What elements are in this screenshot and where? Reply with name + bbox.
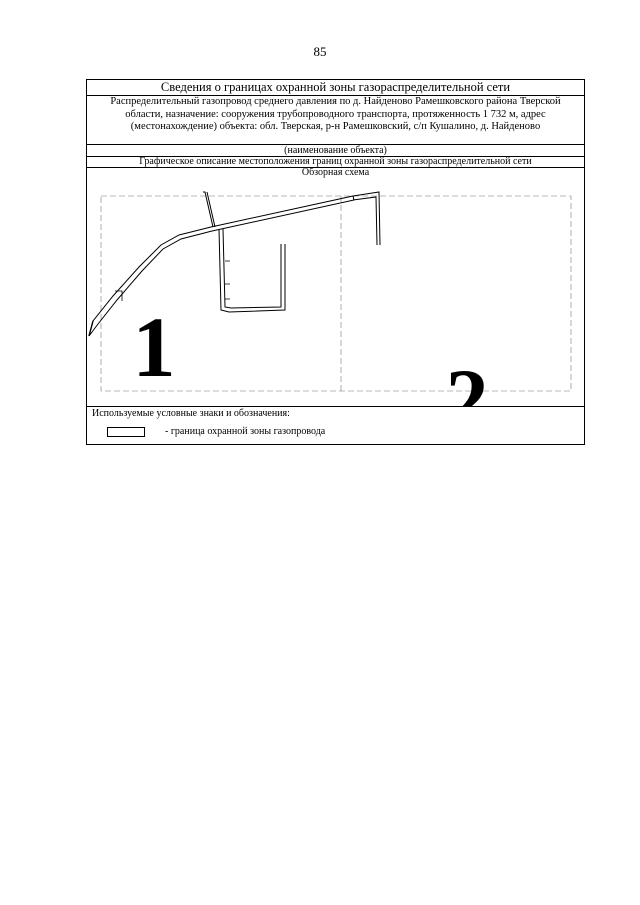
zone-boundary-swatch-icon	[107, 427, 145, 437]
overview-map	[87, 180, 584, 406]
overview-scheme-title: Обзорная схема	[301, 167, 370, 178]
sheet-number-1: 1	[132, 299, 176, 395]
sheet-number-2: 2	[445, 351, 489, 406]
page-number: 85	[313, 44, 327, 59]
overview-map-drawing	[87, 180, 584, 406]
object-description-line-1: Распределительный газопровод среднего давления по д. Найденово Рамешковского района Тверской	[110, 96, 561, 107]
zone-boundary-spur-top	[203, 192, 215, 227]
object-caption: (наименование объекта)	[87, 144, 584, 157]
zone-boundary-ticks	[225, 261, 230, 299]
zone-boundary-right-hook	[353, 192, 380, 245]
zone-info-form	[86, 79, 585, 445]
object-description-line-2: области, назначение: сооружения трубопроводного транспорта, протяженность 1 732 м, адрес	[125, 108, 546, 120]
object-description	[87, 96, 584, 134]
zone-boundary-main	[89, 196, 354, 336]
zone-boundary-branch	[219, 229, 285, 312]
object-description-line-3: (местонахождение) объекта: обл. Тверская, р-н Рамешковский, с/п Кушалино, д. Найденово	[130, 121, 541, 132]
legend-item-label: - граница охранной зоны газопровода	[165, 426, 326, 437]
form-title: Сведения о границах охранной зоны газораспределительной сети	[87, 80, 584, 96]
legend-header: Используемые условные знаки и обозначения:	[87, 406, 584, 419]
graphic-description-title: Графическое описание местоположения границ охранной зоны газораспределительной сети	[87, 156, 584, 168]
legend-item	[87, 425, 584, 441]
